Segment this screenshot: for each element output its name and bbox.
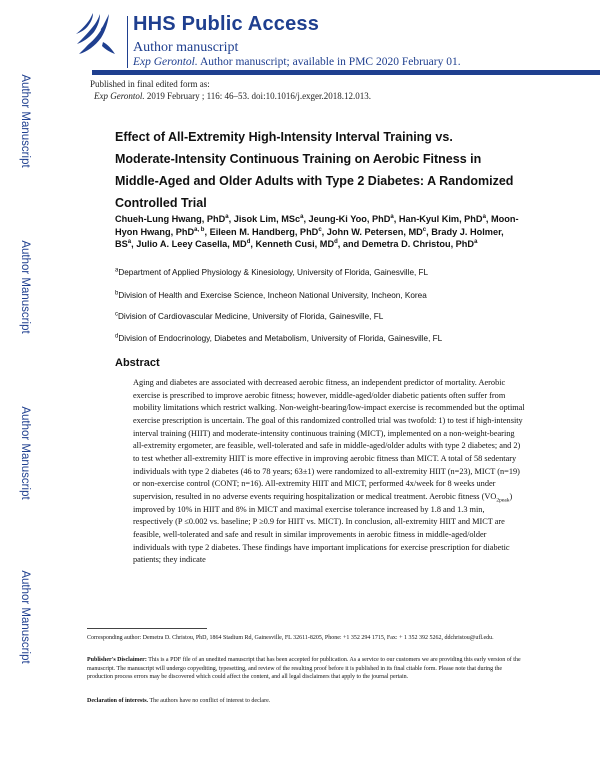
citation-line [94,91,371,101]
availability-text: Author manuscript; available in PMC 2020 February 01. [199,56,461,68]
author-list [115,213,520,251]
abstract-body: Aging and diabetes are associated with decreased aerobic fitness, an independent predictor of mortality. Aerobic exercise is prescribed to improve aerobic fitness; however, middle-aged/older diabetic patients often suffer from mobility limitations which restrict walking. Non-weight-bearing/low-impact exercise is recommended but the optimal exercise prescription is uncertain. The goal of this randomized controlled trial was twofold: 1) to test if high-intensity interval training (HIIT) and moderate-intensity continuous training (MICT), implemented on a non-weight-bearing all-extremity ergometer, are feasible, well-tolerated and safe in middle-aged/older adults with type 2 diabetes; and 2) to test whether all-extremity HIIT is more effective in improving aerobic fitness than MICT. A total of 58 sedentary individuals with type 2 diabetes (46 to 78 years; 63±1) were randomized to all-extremity HIIT (n=23), MICT (n=19) or non-exercise control (CONT; n=16). All-extremity HIIT and MICT, performed 4x/week for 8 weeks under supervision, resulted in no adverse events requiring hospitalization or medical treatment. Aerobic fitness $(VO_{2peak})$ improved by 10% in HIIT and 8% in MICT and maximal exercise tolerance increased by 1.8 and 1.3 min, respectively (P ≤0.002 vs. baseline; P ≥0.9 for HIIT vs. MICT). In conclusion, all-extremity HIIT and MICT are feasible, well-tolerated and safe and result in similar improvements in aerobic fitness in middle-aged/older individuals with type 2 diabetes. These findings have important implications for exercise prescription for diabetic patients; they indicate [133,378,525,565]
affiliation: $^c$Division of Cardiovascular Medicine, University of Florida, Gainesville, FL [115,311,384,321]
author-manuscript-subtitle: Author manuscript [133,40,239,55]
header-bar [92,70,600,75]
author: Demetra D. Christou, PhD$^a$ [361,238,478,249]
journal-name: Exp Gerontol. [133,56,198,68]
published-in-label: Published in final edited form as: [90,79,210,89]
author: Han-Kyul Kim, PhD$^a$, [398,213,492,224]
declaration-of-interests: Declaration of interests. The authors have no conflict of interest to declare. [87,698,271,704]
author: Brady J. Holmer, $BS^a$, [115,226,504,249]
author: Chueh-Lung Hwang, PhD$^a$, [115,213,234,224]
hhs-eagle-logo-icon [73,8,121,66]
author: Julio A. Leey Casella, $MD^d$, [136,238,256,249]
header-divider [127,16,128,68]
hhs-public-access-title: HHS Public Access [133,13,320,35]
publisher-disclaimer: Publisher's Disclaimer: This is a PDF file of an unedited manuscript that has been accepted for publication. As a service to our customers we are providing this early version of the manuscript. The manuscript will undergo copyediting, typesetting, and review of the resulting proof before it is published in its final citable form. Please note that during the production process errors may be discovered which could affect the content, and all legal disclaimers that apply to the journal pertain. [87,657,521,681]
corresponding-author-note: Corresponding author: Demetra D. Christou, PhD, 1864 Stadium Rd, Gainesville, FL 32611-8205, Phone: +1 352 294 1715, Fax: + 1 352 392 5262, ddchristou@ufl.edu. [87,635,494,641]
affiliation: $^d$Division of Endocrinology, Diabetes and Metabolism, University of Florida, Gainesville, FL [115,333,443,343]
author: Eileen M. Handberg, PhD$^c$, [209,226,327,237]
author: Jeung-Ki Yoo, PhD$^a$, [308,213,399,224]
side-label-author-manuscript: Author Manuscript [19,570,31,664]
author: Moon-Hyon Hwang, PhD$^{a, b}$, [115,214,519,237]
author: Kenneth Cusi, $MD^d$, and [255,238,362,249]
author: Jisok Lim, MSc$^a$, [233,213,309,224]
side-label-author-manuscript: Author Manuscript [19,74,31,168]
abstract-heading: Abstract [115,357,160,369]
availability-line [133,56,461,68]
author: John W. Petersen, $MD^c$, [326,226,432,237]
article-title: Effect of All-Extremity High-Intensity Interval Training vs. Moderate-Intensity Continuous Training on Aerobic Fitness in Middle-Aged and Older Adults with Type 2 Diabetes: A Randomized Controlled Trial [115,130,514,210]
citation-details: 2019 February ; 116: 46–53. doi:10.1016/j.exger.2018.12.013. [146,91,372,101]
side-label-author-manuscript: Author Manuscript [19,406,31,500]
side-label-author-manuscript: Author Manuscript [19,240,31,334]
footnote-divider [87,628,207,629]
affiliation: $^b$Division of Health and Exercise Science, Incheon National University, Incheon, Korea [115,290,427,300]
citation-journal: Exp Gerontol. [94,91,145,101]
affiliation: $^a$Department of Applied Physiology & Kinesiology, University of Florida, Gainesville, FL [115,267,429,277]
